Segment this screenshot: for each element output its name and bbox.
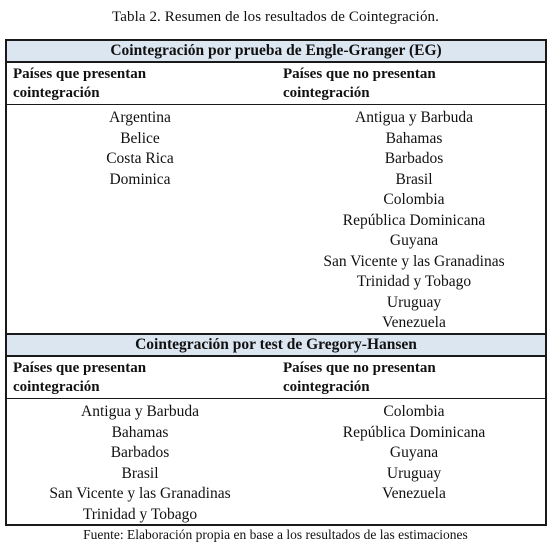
source-note: Fuente: Elaboración propia en base a los resultados de las estimaciones <box>83 527 468 542</box>
header-line: cointegración <box>283 379 370 395</box>
header-cointegrated <box>13 359 273 397</box>
section-title-gregory-hansen: Cointegración por test de Gregory-Hansen <box>7 333 545 357</box>
header-cointegrated <box>13 65 273 103</box>
list-item: República Dominicana <box>342 423 486 441</box>
cointegration-table <box>5 39 547 526</box>
list-not-cointegrated-gh <box>283 402 545 505</box>
list-not-cointegrated-eg <box>283 108 545 334</box>
list-item: Antigua y Barbuda <box>355 109 473 126</box>
list-item: Trinidad y Tobago <box>82 505 198 523</box>
section-title-engle-granger: Cointegración por prueba de Engle-Granger (EG) <box>7 41 545 63</box>
header-line: Países que presentan <box>13 66 147 82</box>
list-item: Argentina <box>109 109 171 126</box>
list-item: Colombia <box>383 403 445 420</box>
list-item: Costa Rica <box>106 150 174 167</box>
header-line: cointegración <box>13 85 100 101</box>
header-line: cointegración <box>13 379 100 395</box>
list-item: Antigua y Barbuda <box>81 403 199 420</box>
list-item: Bahamas <box>385 129 443 147</box>
list-cointegrated-gh <box>7 402 273 525</box>
list-item: Brasil <box>121 464 159 482</box>
list-item: Barbados <box>384 150 444 167</box>
list-item: Guyana <box>389 444 439 461</box>
header-line: Países que presentan <box>13 360 147 376</box>
header-line: Países que no presentan <box>283 360 436 376</box>
list-item: San Vicente y las Granadinas <box>49 485 231 502</box>
header-row-engle-granger <box>7 63 545 105</box>
list-item: Barbados <box>110 444 170 461</box>
list-item: Venezuela <box>382 485 446 502</box>
list-item: Colombia <box>383 191 445 208</box>
list-item: Brasil <box>395 170 433 188</box>
list-item: República Dominicana <box>342 211 486 229</box>
list-item: Venezuela <box>382 314 446 331</box>
list-item: San Vicente y las Granadinas <box>323 252 505 270</box>
list-item: Uruguay <box>386 293 442 311</box>
list-item: Belice <box>120 129 160 147</box>
list-item: Dominica <box>109 170 171 188</box>
table-caption: Tabla 2. Resumen de los resultados de Cointegración. <box>112 9 439 25</box>
header-line: Países que no presentan <box>283 66 436 82</box>
list-item: Bahamas <box>111 423 169 441</box>
list-cointegrated-eg <box>7 108 273 190</box>
list-item: Guyana <box>389 232 439 249</box>
header-line: cointegración <box>283 85 370 101</box>
header-not-cointegrated <box>283 359 543 397</box>
list-item: Uruguay <box>386 464 442 482</box>
header-row-gregory-hansen <box>7 357 545 399</box>
header-not-cointegrated <box>283 65 543 103</box>
list-item: Trinidad y Tobago <box>356 273 472 290</box>
